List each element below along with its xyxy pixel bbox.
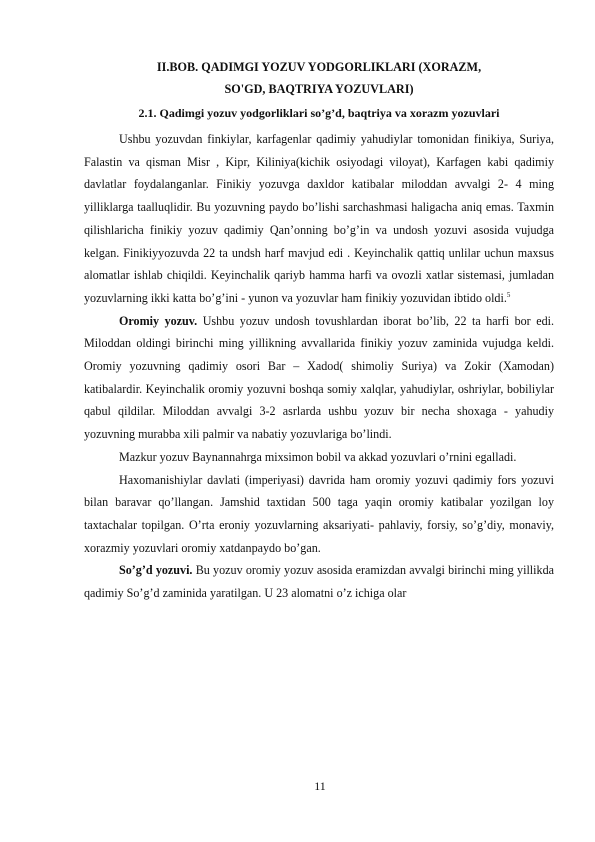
body-text: [84, 128, 554, 605]
paragraph-4: [84, 469, 554, 560]
paragraph-1: [84, 128, 554, 310]
paragraph-3: [84, 446, 554, 469]
paragraph-2: [84, 310, 554, 446]
section-title: 2.1. Qadimgi yozuv yodgorliklari so’g’d, baqtriya va xorazm yozuvlari: [138, 106, 500, 120]
paragraph-2-title: Oromiy yozuv.: [119, 313, 198, 328]
paragraph-2-text: Ushbu yozuv undosh tovushlardan iborat bo’lib, 22 ta harfi bor edi. Miloddan oldingi birinchi ming yillikning avvallarida finikiy yozuv zaminida vujudga keldi. Oromiy yozuvning qadimiy osori Bar – Xadod( shimoliy Suriya) va Zokir (Xamodan) katibalardir. Keyinchalik oromiy yozuvni boshqa somiy xalqlar, yahudiylar, oshriylar, bobiliylar qabul qildilar. Miloddan avvalgi 3-2 asrlarda ushbu yozuv bir necha shoxaga - yahudiy yozuvning murabba xili palmir va nabatiy yozuvlariga bo’lindi.: [84, 313, 554, 442]
paragraph-5-title: So’g’d yozuvi.: [119, 563, 193, 578]
paragraph-3-text: Mazkur yozuv Baynannahrga mixsimon bobil va akkad yozuvlari o’rnini egalladi.: [119, 449, 517, 464]
page-number: 11: [314, 779, 326, 793]
footnote-marker[interactable]: 5: [506, 290, 511, 299]
chapter-title-line-2: SO'GD, BAQTRIYA YOZUVLARI): [224, 82, 414, 96]
paragraph-1-text: Ushbu yozuvdan finkiylar, karfagenlar qadimiy yahudiylar tomonidan finikiya, Suriya, Falastin va qisman Misr , Kipr, Kiliniya(kichik osiyodagi viloyat), Karfagen kabi qadimiy davlatlar foydalanganlar. Finikiy yozuvga daxldor katibalar miloddan avvalgi 2- 4 ming yilliklarga taalluqlidir. Bu yozuvning paydo bo’lishi sarchashmasi haligacha aniq emas. Taxmin qilishlaricha finikiy yozuv qadimiy Qan’onning bo’g’in va undosh yozuvi asosida vujudga kelgan. Finikiyyozuvda 22 ta undsh harf mavjud edi . Keyinchalik qattiq unlilar uchun maxsus alomatlar ishlab chiqildi. Keyinchalik qariyb hamma harfi va ovozli xatlar sistemasi, jumladan yozuvlarning ikki katta bo’g’ini - yunon va yozuvlar ham finikiy yozuvidan ibtido oldi.: [84, 132, 554, 305]
paragraph-5-text: Bu yozuv oromiy yozuv asosida eramizdan avvalgi birinchi ming yillikda qadimiy So’g’d zaminida yaratilgan. U 23 alomatni o’z ichiga olar: [84, 563, 554, 601]
chapter-title-line-1: II.BOB. QADIMGI YOZUV YODGORLIKLARI (XORAZM,: [156, 60, 482, 74]
paragraph-4-text: Haxomanishiylar davlati (imperiyasi) davrida ham oromiy yozuvi qadimiy fors yozuvi bilan baravar qo’llangan. Jamshid taxtidan 500 taga yaqin oromiy katibalar yozilgan loy taxtachalar topilgan. O’rta eroniy yozuvlarning aksariyati- pahlaviy, forsiy, so’g’diy, monaviy, xorazmiy yozuvlari oromiy xatdanpaydo bo’gan.: [84, 472, 554, 555]
paragraph-5: [84, 559, 554, 604]
